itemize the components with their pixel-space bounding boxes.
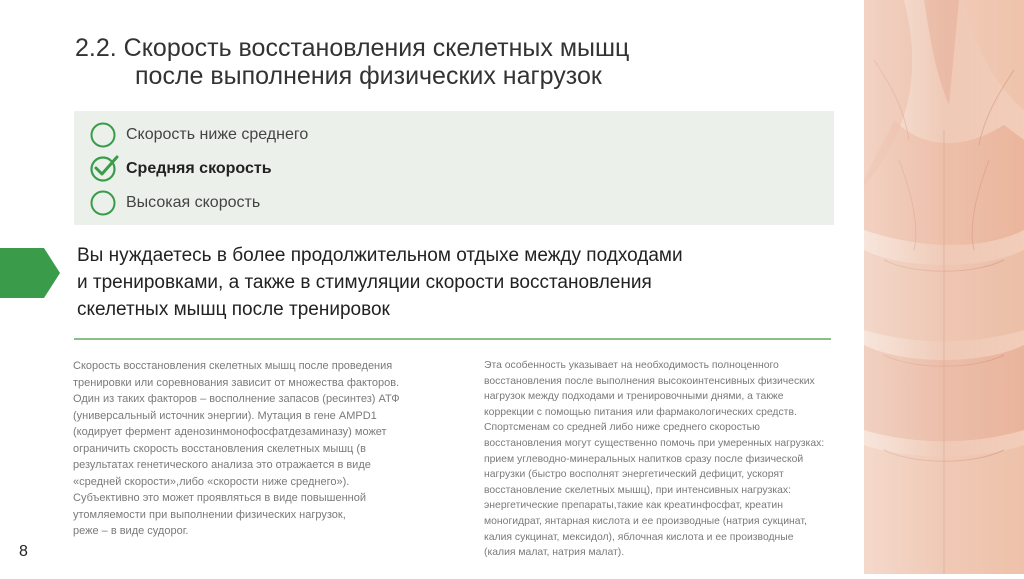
text-line: (калия малат, натрия малат). xyxy=(484,547,625,559)
text-line: коррекции с помощью питания или фармакологических средств. xyxy=(484,406,797,418)
text-line: Спортсменам со средней либо ниже среднего скоростью xyxy=(484,422,760,434)
divider xyxy=(74,338,831,340)
option-label: Скорость ниже среднего xyxy=(126,126,309,143)
text-line: прием углеводно-минеральных напитков сразу после физической xyxy=(484,453,804,465)
text-line: реже – в виде судорог. xyxy=(73,525,189,537)
text-line: восстановление скелетных мышц), при интенсивных нагрузках: xyxy=(484,484,791,496)
text-line: моногидрат, янтарная кислота и ее производные (натрия сукцинат, xyxy=(484,515,807,527)
text-line: восстановления после выполнения высокоинтенсивных физических xyxy=(484,375,815,387)
option-average[interactable] xyxy=(90,154,272,184)
text-line: (кодирует фермент аденозинмонофосфатдезаминазу) может xyxy=(73,426,387,438)
text-line: нагрузки (быстро восполнят энергетический дефицит, ускорят xyxy=(484,469,784,481)
page-number: 8 xyxy=(19,543,28,560)
option-below-average[interactable] xyxy=(90,120,308,150)
option-high[interactable] xyxy=(90,188,260,218)
text-line: тренировки или соревнования зависит от множества факторов. xyxy=(73,376,400,389)
text-line: утомляемости при выполнении физических нагрузок, xyxy=(73,508,346,521)
text-line: калия сукцинат, мексидол), яблочная кислота и ее производные xyxy=(484,531,794,543)
description-left-column xyxy=(73,358,400,540)
text-line: результатах генетического анализа это отражается в виде xyxy=(73,459,371,471)
anatomy-muscles-image xyxy=(864,0,1024,574)
option-label: Средняя скорость xyxy=(126,160,272,177)
text-line: Один из таких факторов – восполнение запасов (ресинтез) АТФ xyxy=(73,393,400,405)
circle-icon xyxy=(90,190,116,216)
text-line: ограничить скорость восстановления скелетных мышц (в xyxy=(73,442,366,455)
slide-title-line2: после выполнения физических нагрузок xyxy=(135,62,602,90)
option-label: Высокая скорость xyxy=(126,194,261,211)
text-line: нагрузок между подходами и тренировочными днями, а также xyxy=(484,391,784,403)
result-summary-line1: Вы нуждаетесь в более продолжительном отдыхе между подходами xyxy=(77,245,683,266)
text-line: «средней скорости»,либо «скорости ниже среднего»). xyxy=(73,475,350,488)
circle-icon xyxy=(90,122,116,148)
description-right-column xyxy=(484,358,824,561)
text-line: восстановления могут существенно помочь при умеренных нагрузках: xyxy=(484,437,825,449)
recovery-speed-options xyxy=(74,111,834,225)
text-line: энергетические препараты,такие как креатинфосфат, креатин xyxy=(484,500,783,512)
arrow-right-icon xyxy=(0,248,60,298)
text-line: Субъективно это может проявляться в виде повышенной xyxy=(73,492,366,504)
result-summary-line2: и тренировками, а также в стимуляции скорости восстановления xyxy=(77,272,652,293)
text-line: Скорость восстановления скелетных мышц после проведения xyxy=(73,360,393,372)
text-line: (универсальный источник энергии). Мутация в гене AMPD1 xyxy=(73,409,377,422)
result-summary xyxy=(77,242,797,323)
circle-check-icon xyxy=(90,156,116,182)
slide-title-line1: 2.2. Скорость восстановления скелетных мышц xyxy=(75,34,630,62)
slide-title xyxy=(75,34,835,90)
result-summary-line3: скелетных мышц после тренировок xyxy=(77,299,390,320)
text-line: Эта особенность указывает на необходимость полноценного xyxy=(484,360,779,371)
